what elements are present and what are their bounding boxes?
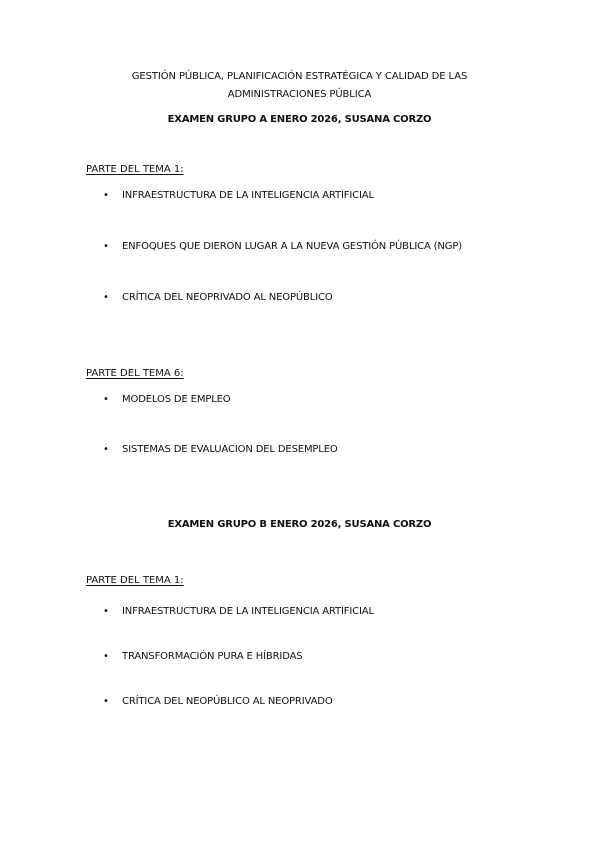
bullet-icon: • [103,292,109,303]
list-item-text: ENFOQUES QUE DIERON LUGAR A LA NUEVA GESTIÓN PÚBLICA (NGP) [122,241,462,252]
list-item-text: TRANSFORMACIÓN PURA E HÍBRIDAS [122,651,303,662]
bullet-icon: • [103,444,109,455]
document-title-line-1: GESTIÓN PÚBLICA, PLANIFICACIÓN ESTRATÉGICA Y CALIDAD DE LAS [131,71,468,82]
exam-a-heading: EXAMEN GRUPO A ENERO 2026, SUSANA CORZO [167,114,432,125]
list-item-text: SISTEMAS DE EVALUACION DEL DESEMPLEO [122,444,338,455]
document-title-line-2: ADMINISTRACIONES PÚBLICA [227,89,372,100]
exam-b-heading: EXAMEN GRUPO B ENERO 2026, SUSANA CORZO [167,519,432,530]
bullet-icon: • [103,394,109,405]
list-item-text: INFRAESTRUCTURA DE LA INTELIGENCIA ARTIFICIAL [122,190,374,201]
list-item-text: CRÍTICA DEL NEOPÚBLICO AL NEOPRIVADO [122,696,333,707]
bullet-icon: • [103,190,109,201]
exam-b-part-1-heading: PARTE DEL TEMA 1: [86,575,184,586]
bullet-icon: • [103,606,109,617]
bullet-icon: • [103,696,109,707]
bullet-icon: • [103,651,109,662]
list-item-text: CRÍTICA DEL NEOPRIVADO AL NEOPÚBLICO [122,292,333,303]
bullet-icon: • [103,241,109,252]
list-item-text: INFRAESTRUCTURA DE LA INTELIGENCIA ARTIFICIAL [122,606,374,617]
list-item-text: MODELOS DE EMPLEO [122,394,231,405]
exam-a-part-6-heading: PARTE DEL TEMA 6: [86,368,184,379]
exam-a-part-1-heading: PARTE DEL TEMA 1: [86,164,184,175]
